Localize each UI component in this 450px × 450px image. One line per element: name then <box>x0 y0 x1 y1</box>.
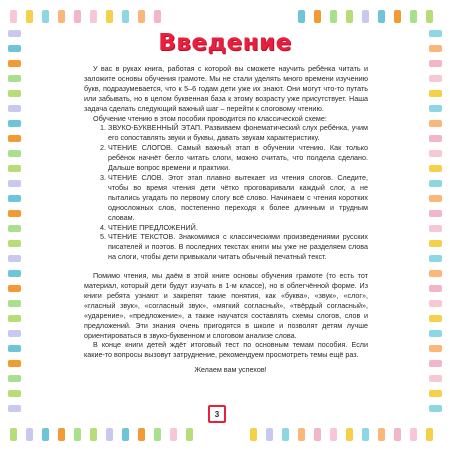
border-tile <box>426 10 433 23</box>
border-tile <box>138 428 145 441</box>
border-tile <box>346 428 353 441</box>
border-tile <box>429 255 442 262</box>
border-tile <box>298 10 305 23</box>
border-tile <box>122 428 129 441</box>
border-tile <box>429 165 442 172</box>
border-tile <box>429 180 442 187</box>
border-tile <box>429 270 442 277</box>
border-tile <box>8 90 21 97</box>
border-tile <box>429 360 442 367</box>
border-tile <box>154 428 161 441</box>
border-tile <box>429 195 442 202</box>
border-tile <box>429 345 442 352</box>
border-tile <box>394 10 401 23</box>
border-tile <box>8 120 21 127</box>
border-tile <box>8 210 21 217</box>
border-tile <box>186 428 193 441</box>
border-tile <box>362 428 369 441</box>
border-tile <box>8 330 21 337</box>
intro-paragraph: Обучение чтению в этом пособии проводится по классической схеме: <box>93 113 327 123</box>
page-number: 3 <box>208 405 226 423</box>
border-tile <box>429 75 442 82</box>
border-tile <box>8 270 21 277</box>
border-tile <box>8 195 21 202</box>
border-tile <box>378 428 385 441</box>
border-tile <box>429 240 442 247</box>
border-tile <box>429 135 442 142</box>
border-tile <box>170 428 177 441</box>
border-tile <box>429 285 442 292</box>
border-tile <box>8 180 21 187</box>
border-tile <box>42 428 49 441</box>
border-tile <box>8 285 21 292</box>
border-tile <box>8 405 21 412</box>
border-tile <box>250 428 257 441</box>
border-tile <box>378 10 385 23</box>
border-tile <box>8 360 21 367</box>
step-item: 5. ЧТЕНИЕ ТЕКСТОВ. Знакомимся с классическими произведениями русских писателей и поэтов. В последних текстах книги мы уже не разделяем слова на слоги, чтобы дети привыкали читать обычный печатный текст. <box>108 232 368 262</box>
border-tile <box>429 225 442 232</box>
border-tile <box>8 345 21 352</box>
border-tile <box>346 10 353 23</box>
border-tile <box>74 10 81 23</box>
border-tile <box>429 60 442 67</box>
border-tile <box>429 120 442 127</box>
border-tile <box>362 10 369 23</box>
border-tile <box>8 150 21 157</box>
outro-paragraph: Помимо чтения, мы даём в этой книге основы обучения грамоте (то есть тот материал, который дети будут изучать в 1-м классе), но в облегчённой форме. Из книги ребята узнают и закрепят такие понятия, как «буква», «звук», «слог», «гласный звук», «согласный звук», «мягкий согласный», «твёрдый согласный», «ударение», «предложение», а также научатся составлять схемы слогов, слов и предложений. Эти знания очень пригодятся в школе и позволят детям лучше ориентироваться в звуко-буквенном и слоговом анализе слова. <box>84 271 368 340</box>
border-tile <box>8 75 21 82</box>
intro-body <box>84 64 368 375</box>
border-tile <box>410 10 417 23</box>
border-tile <box>429 210 442 217</box>
border-tile <box>26 428 33 441</box>
border-tile <box>58 10 65 23</box>
border-tile <box>426 428 433 441</box>
border-tile <box>58 428 65 441</box>
border-tile <box>330 10 337 23</box>
border-tile <box>8 135 21 142</box>
border-tile <box>10 428 17 441</box>
border-tile <box>90 10 97 23</box>
border-tile <box>429 405 442 412</box>
border-tile <box>429 330 442 337</box>
border-tile <box>266 428 273 441</box>
border-tile <box>429 315 442 322</box>
border-tile <box>106 10 113 23</box>
steps-list <box>84 123 368 262</box>
border-tile <box>8 105 21 112</box>
border-tile <box>8 390 21 397</box>
border-tile <box>8 255 21 262</box>
border-tile <box>26 10 33 23</box>
step-item: 4. ЧТЕНИЕ ПРЕДЛОЖЕНИЙ. <box>108 223 368 233</box>
border-tile <box>410 428 417 441</box>
closing-wish: Желаем вам успехов! <box>194 365 267 375</box>
step-item: 3. ЧТЕНИЕ СЛОВ. Этот этап плавно вытекает из чтения слогов. Следите, чтобы во время чтения дети чётко проговаривали каждый слог, а не пытались угадать по первому слогу всё слово. Начинаем с чтения коротких односложных слов, постепенно переходя к более длинным и трудным словам. <box>108 173 368 223</box>
border-tile <box>282 428 289 441</box>
border-tile <box>8 375 21 382</box>
border-tile <box>10 10 17 23</box>
border-tile <box>429 105 442 112</box>
intro-paragraph: У вас в руках книга, работая с которой вы сможете научить ребёнка читать и заложите основы обучения грамоте. Мы не стали уделять много времени изучению букв, подразумевается, что к 5–6 годам дети уже их знают. Они могут что-то путать или забывать, но в целом буквенная база к этому возрасту уже присутствует. Наша задача сделать следующий важный шаг – перейти к слоговому чтению. <box>84 64 368 113</box>
page-title: Введение <box>158 30 292 56</box>
border-tile <box>122 10 129 23</box>
step-item: 1. ЗВУКО-БУКВЕННЫЙ ЭТАП. Развиваем фонематический слух ребёнка, учим его сопоставлять звуки и буквы, давать звукам характеристику. <box>108 123 368 143</box>
border-tile <box>8 60 21 67</box>
border-tile <box>429 375 442 382</box>
border-tile <box>106 428 113 441</box>
border-tile <box>330 428 337 441</box>
outro-paragraph: В конце книги детей ждёт итоговый тест по основным темам пособия. Если какие-то вопросы вызовут затруднение, рекомендуем просмотреть темы ещё раз. <box>84 340 368 360</box>
border-tile <box>8 165 21 172</box>
border-tile <box>394 428 401 441</box>
border-tile <box>429 300 442 307</box>
border-tile <box>138 10 145 23</box>
border-tile <box>429 90 442 97</box>
border-tile <box>314 10 321 23</box>
border-tile <box>429 150 442 157</box>
border-tile <box>8 240 21 247</box>
border-tile <box>74 428 81 441</box>
border-tile <box>298 428 305 441</box>
border-tile <box>42 10 49 23</box>
border-tile <box>8 315 21 322</box>
step-item: 2. ЧТЕНИЕ СЛОГОВ. Самый важный этап в обучении чтению. Как только ребёнок начнёт бегло читать слоги, можно считать, что полдела сделано. Дальше вопрос времени и практики. <box>108 143 368 173</box>
border-tile <box>314 428 321 441</box>
border-tile <box>90 428 97 441</box>
border-tile <box>429 390 442 397</box>
border-tile <box>8 300 21 307</box>
border-tile <box>8 225 21 232</box>
border-tile <box>154 10 161 23</box>
